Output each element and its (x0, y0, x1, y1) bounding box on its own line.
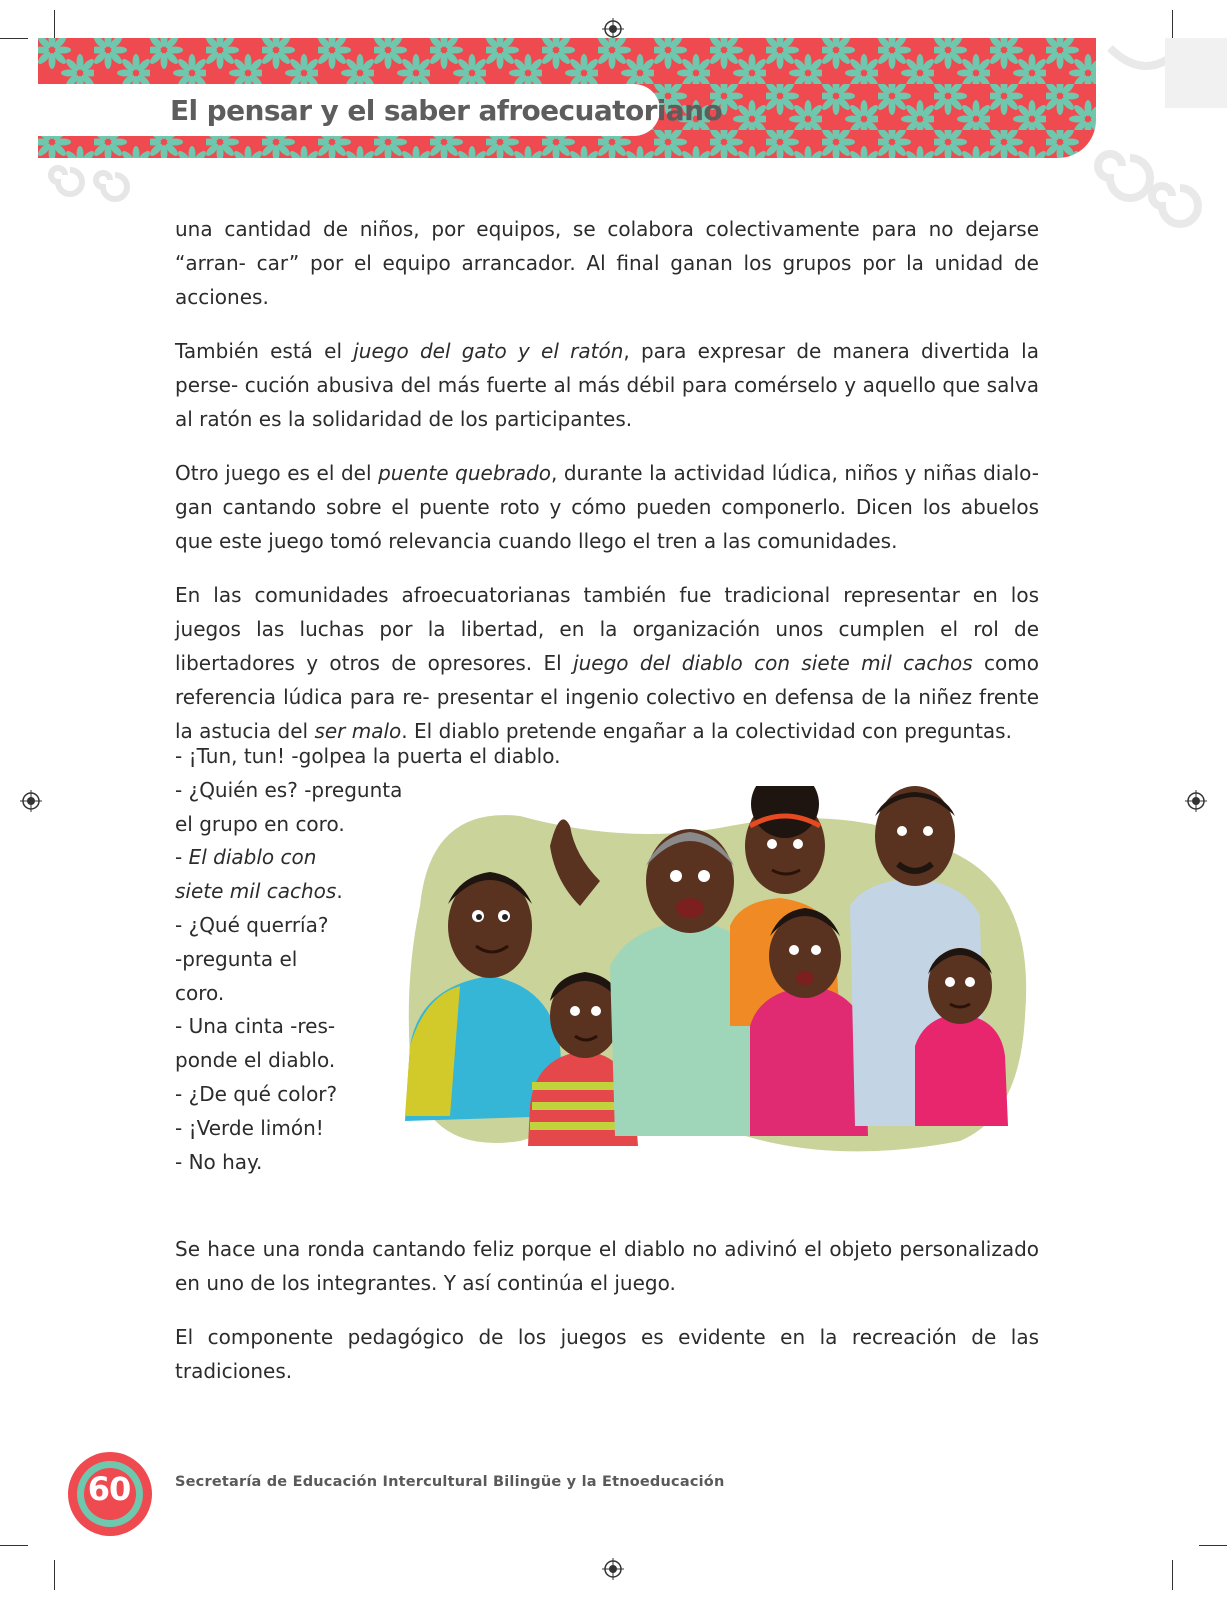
dialogue-line: siete mil cachos. (175, 879, 343, 904)
paragraph: Se hace una ronda cantando feliz porque el diablo no adivinó el objeto personalizado en uno de los integrantes. Y así continúa el juego. (175, 1237, 1039, 1295)
crop-mark (1199, 1545, 1227, 1546)
dialogue-line: - ¿Quién es? -pregunta (175, 777, 403, 802)
family-illustration (400, 786, 1040, 1166)
chapter-title-tab (38, 84, 723, 136)
paragraph: una cantidad de niños, por equipos, se colabora colectivamente para no dejarse “arran- car” por el equipo arrancador. Al final ganan los grupos por la unidad de acciones. (175, 217, 1039, 309)
dialogue-line: el grupo en coro. (175, 811, 345, 836)
dialogue-line: - ¿Qué querría? (175, 912, 329, 937)
crop-mark (0, 1545, 28, 1546)
publisher-footer: Secretaría de Educación Intercultural Bilingüe y la Etnoeducación (175, 1474, 725, 1490)
dialogue-line: coro. (175, 980, 225, 1005)
registration-mark-icon (20, 790, 42, 812)
body-text-top (175, 212, 1039, 768)
crop-mark (54, 1560, 55, 1590)
registration-mark-icon (1185, 790, 1207, 812)
dialogue-line: - El diablo con (175, 845, 317, 870)
paragraph: Otro juego es el del puente quebrado, durante la actividad lúdica, niños y niñas dialo- gan cantando sobre el puente roto y cómo pueden componerlo. Dicen los abuelos que este juego tomó relevancia cuando llego el tren a las comunidades. (175, 461, 1040, 553)
crop-mark (0, 38, 28, 39)
dialogue-line: - ¡Tun, tun! -golpea la puerta el diablo. (175, 744, 561, 768)
dialogue-line: - Una cinta -res- (175, 1014, 336, 1039)
paragraph: También está el juego del gato y el ratón, para expresar de manera divertida la perse- cución abusiva del más fuerte al más débil para comérselo y aquello que salva al ratón es la solidaridad de los participantes. (175, 339, 1039, 431)
crop-mark (1172, 1560, 1173, 1590)
dialogue-line: ponde el diablo. (175, 1048, 336, 1073)
registration-mark-icon (602, 18, 624, 40)
paragraph: El componente pedagógico de los juegos es evidente en la recreación de las tradiciones. (175, 1325, 1039, 1383)
registration-mark-icon (602, 1558, 624, 1580)
dialogue-line: - ¡Verde limón! (175, 1115, 324, 1140)
spiral-ornament-icon (40, 150, 150, 220)
dialogue-line: - No hay. (175, 1149, 263, 1174)
page-number: 60 (87, 1470, 131, 1508)
dialogue-line: -pregunta el (175, 946, 298, 971)
body-text-bottom (175, 1232, 1039, 1408)
paragraph: En las comunidades afroecuatorianas también fue tradicional representar en los juegos las luchas por la libertad, en la organización unos cumplen el rol de libertadores y otros de opresores. El juego del diablo con siete mil cachos como referencia lúdica para re- presentar el ingenio colectivo en defensa de la niñez frente la astucia del ser malo. El diablo pretende engañar a la colectividad con preguntas. (175, 583, 1040, 743)
chapter-title: El pensar y el saber afroecuatoriano (170, 93, 723, 127)
crop-mark (1172, 10, 1173, 38)
crop-mark (54, 10, 55, 38)
dialogue-block (175, 740, 561, 1179)
dialogue-line: - ¿De qué color? (175, 1081, 338, 1106)
